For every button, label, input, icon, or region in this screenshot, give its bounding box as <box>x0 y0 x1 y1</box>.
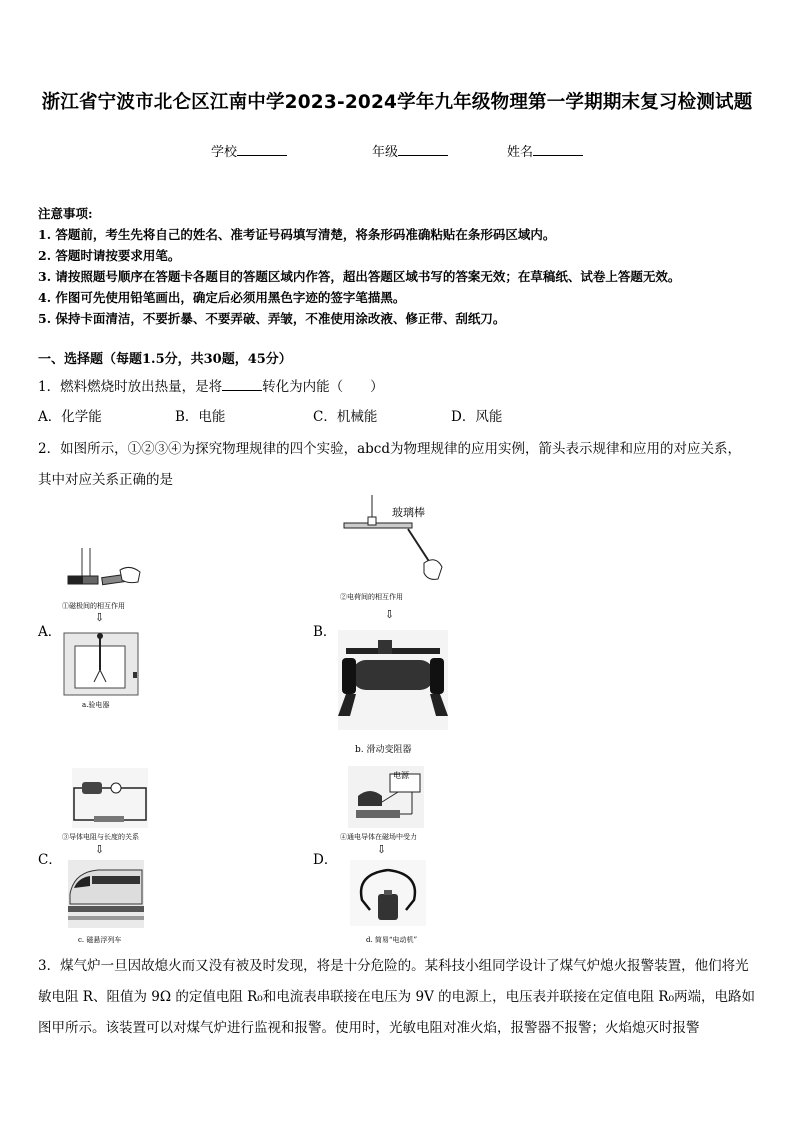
school-blank[interactable] <box>237 143 287 156</box>
caption-d-bottom: d. 简易“电动机” <box>366 936 418 944</box>
answer-blank <box>222 378 262 391</box>
current-magnetic-force-figure <box>348 766 424 828</box>
arrow-b: ⇩ <box>385 608 395 621</box>
q2-option-c: C． <box>38 852 62 868</box>
question-3: 3．煤气炉一旦因故熄火而又没有被及时发现，将是十分危险的。某科技小组同学设计了煤气炉熄火报警装置，他们将光敏电阻 R、阻值为 9Ω 的定值电阻 R₀和电流表串联接在电压为 9V 的电源上，电压表并联接在定值电阻 R₀两端，电路如图甲所示。该装置可以对煤气炉进行监视和报警。使用时，光敏电阻对准火焰，报警器不报警；火焰熄灭时报警 <box>38 958 755 1036</box>
notice-item: 3. 请按照题号顺序在答题卡各题目的答题区域内作答，超出答题区域书写的答案无效；在草稿纸、试卷上答题无效。 <box>38 269 681 284</box>
notice-item: 4. 作图可先使用铅笔画出，确定后必须用黑色字迹的签字笔描黑。 <box>38 290 406 305</box>
notice-item: 2. 答题时请按要求用笔。 <box>38 248 181 263</box>
caption-c-bottom: c. 磁悬浮列车 <box>78 936 122 944</box>
q1-option-b: B．电能 <box>175 409 226 425</box>
q1-option-a: A．化学能 <box>38 409 102 425</box>
q2-option-b: B． <box>313 624 337 640</box>
caption-a-bottom: a.验电器 <box>82 701 110 709</box>
resistance-length-figure <box>72 768 148 828</box>
question-2-line2: 其中对应关系正确的是 <box>38 472 173 488</box>
name-blank[interactable] <box>533 143 583 156</box>
caption-c-top: ③导体电阻与长度的关系 <box>62 833 139 841</box>
magnet-interaction-figure <box>60 548 145 596</box>
electroscope-figure <box>63 632 139 696</box>
caption-b-top: ②电荷间的相互作用 <box>340 593 403 601</box>
caption-a-top: ①磁极间的相互作用 <box>62 602 125 610</box>
q1-option-d: D．风能 <box>451 409 503 425</box>
maglev-train-figure <box>68 860 144 928</box>
arrow-d: ⇩ <box>377 843 387 856</box>
school-field[interactable]: 学校 <box>211 141 287 160</box>
simple-motor-figure <box>350 860 426 926</box>
notice-block <box>38 203 680 329</box>
glass-rod-label: 玻璃棒 <box>392 506 425 519</box>
q1-option-c: C．机械能 <box>313 409 378 425</box>
grade-field[interactable]: 年级 <box>372 141 448 160</box>
rheostat-figure <box>338 630 448 730</box>
notice-item: 5. 保持卡面清洁，不要折暴、不要弄破、弄皱，不准使用涂改液、修正带、刮纸刀。 <box>38 311 506 326</box>
question-2-line1: 2．如图所示，①②③④为探究物理规律的四个实验，abcd为物理规律的应用实例，箭头表示规律和应用的对应关系， <box>38 441 741 457</box>
caption-b-bottom: b. 滑动变阻器 <box>355 745 412 755</box>
question-1: 1．燃料燃烧时放出热量，是将 转化为内能（ ） <box>38 379 384 395</box>
arrow-c: ⇩ <box>95 843 105 856</box>
name-field[interactable]: 姓名 <box>507 141 583 160</box>
section-heading: 一、选择题（每题1.5分，共30题，45分） <box>38 352 292 367</box>
page-title: 浙江省宁波市北仑区江南中学2023-2024学年九年级物理第一学期期末复习检测试题 <box>41 92 753 113</box>
power-label: 电源 <box>393 771 409 780</box>
caption-d-top: ④通电导体在磁场中受力 <box>340 833 417 841</box>
q2-option-a: A． <box>38 624 62 640</box>
notice-item: 1. 答题前，考生先将自己的姓名、准考证号码填写清楚，将条形码准确粘贴在条形码区域内。 <box>38 227 556 242</box>
notice-heading: 注意事项: <box>38 206 93 221</box>
arrow-a: ⇩ <box>95 611 105 624</box>
grade-blank[interactable] <box>398 143 448 156</box>
q2-option-d: D． <box>313 852 338 868</box>
